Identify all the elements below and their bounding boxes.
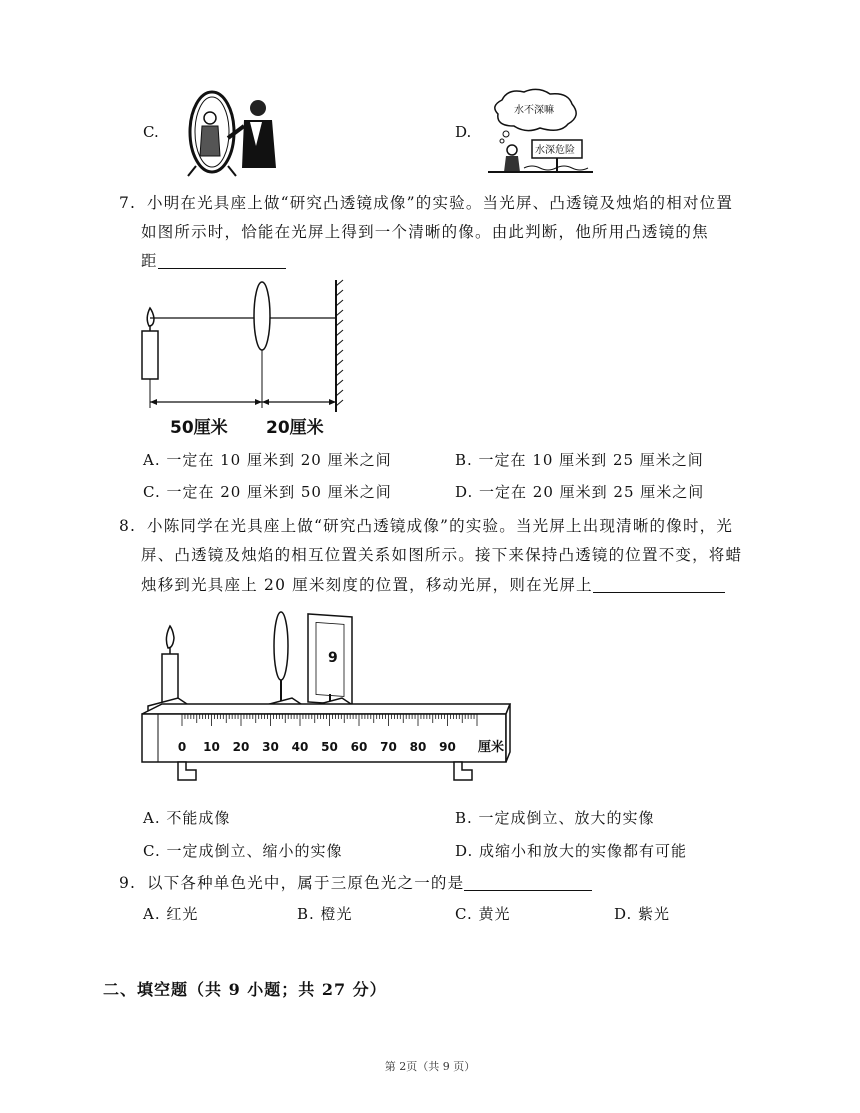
- q8-figure: [138, 596, 518, 796]
- section-title: 二、填空题（共 9 小题；共 27 分）: [103, 980, 387, 999]
- ruler-tick-label: 60: [350, 740, 368, 754]
- q8-option-d[interactable]: D. 成缩小和放大的实像都有可能: [455, 842, 688, 860]
- q7-answer-blank: [158, 253, 286, 269]
- page-footer: 第 2页（共 9 页）: [384, 1060, 476, 1073]
- ruler-tick-label: 10: [203, 740, 220, 754]
- q9-option-d[interactable]: D. 紫光: [614, 905, 671, 923]
- q7-number: 7.: [119, 194, 137, 212]
- ruler-tick-label: 30: [262, 740, 279, 754]
- q7-line3: [141, 251, 286, 271]
- q8-line3: [141, 575, 725, 595]
- q9-option-a[interactable]: A. 红光: [143, 905, 199, 923]
- q7-figure: [130, 278, 350, 442]
- ruler-tick-label: 20: [232, 740, 250, 754]
- q9-line1: [147, 873, 592, 893]
- q8-line1: 小陈同学在光具座上做“研究凸透镜成像”的实验。当光屏上出现清晰的像时，光: [147, 517, 734, 535]
- q9-option-c[interactable]: C. 黄光: [455, 905, 511, 923]
- q7-option-d[interactable]: D. 一定在 20 厘米到 25 厘米之间: [455, 483, 705, 501]
- ruler-tick-label: 0: [177, 740, 187, 754]
- q9-line1-text: 以下各种单色光中，属于三原色光之一的是: [147, 874, 465, 892]
- sign-text: 水深危险: [535, 145, 575, 156]
- ruler-tick-label: 70: [380, 740, 397, 754]
- option-d-label: D.: [455, 123, 472, 141]
- q7-option-a[interactable]: A. 一定在 10 厘米到 20 厘米之间: [143, 451, 392, 469]
- q8-line3-text: 烛移到光具座上 20 厘米刻度的位置，移动光屏，则在光屏上: [141, 576, 593, 594]
- q7-dist2-label: 20厘米: [266, 418, 324, 438]
- ruler-tick-label: 90: [439, 740, 456, 754]
- q7-option-c[interactable]: C. 一定在 20 厘米到 50 厘米之间: [143, 483, 392, 501]
- option-c-cartoon: [172, 86, 282, 178]
- ruler-unit-label: 厘米: [478, 740, 505, 755]
- option-d-cartoon: [488, 88, 593, 174]
- q7-line2: 如图所示时，恰能在光屏上得到一个清晰的像。由此判断，他所用凸透镜的焦: [141, 223, 709, 241]
- ruler-tick-label: 40: [291, 740, 309, 754]
- q7-dist1-label: 50厘米: [170, 418, 228, 438]
- q8-number: 8.: [119, 517, 137, 535]
- q9-number: 9.: [119, 874, 137, 892]
- q8-option-c[interactable]: C. 一定成倒立、缩小的实像: [143, 842, 343, 860]
- option-c-label: C.: [143, 123, 159, 141]
- q9-option-b[interactable]: B. 橙光: [297, 905, 353, 923]
- q7-line3-text: 距: [141, 252, 158, 270]
- q8-line2: 屏、凸透镜及烛焰的相互位置关系如图所示。接下来保持凸透镜的位置不变，将蜡: [141, 546, 743, 564]
- bubble-text: 水不深嘛: [514, 105, 554, 116]
- q8-answer-blank: [593, 577, 725, 593]
- q7-line1: 小明在光具座上做“研究凸透镜成像”的实验。当光屏、凸透镜及烛焰的相对位置: [147, 194, 734, 212]
- q8-option-a[interactable]: A. 不能成像: [143, 809, 231, 827]
- q8-option-b[interactable]: B. 一定成倒立、放大的实像: [455, 809, 655, 827]
- q7-option-b[interactable]: B. 一定在 10 厘米到 25 厘米之间: [455, 451, 704, 469]
- svg-text:9: 9: [328, 650, 338, 666]
- ruler-tick-label: 80: [409, 740, 427, 754]
- ruler-tick-label: 50: [321, 740, 338, 754]
- q9-answer-blank: [464, 875, 592, 891]
